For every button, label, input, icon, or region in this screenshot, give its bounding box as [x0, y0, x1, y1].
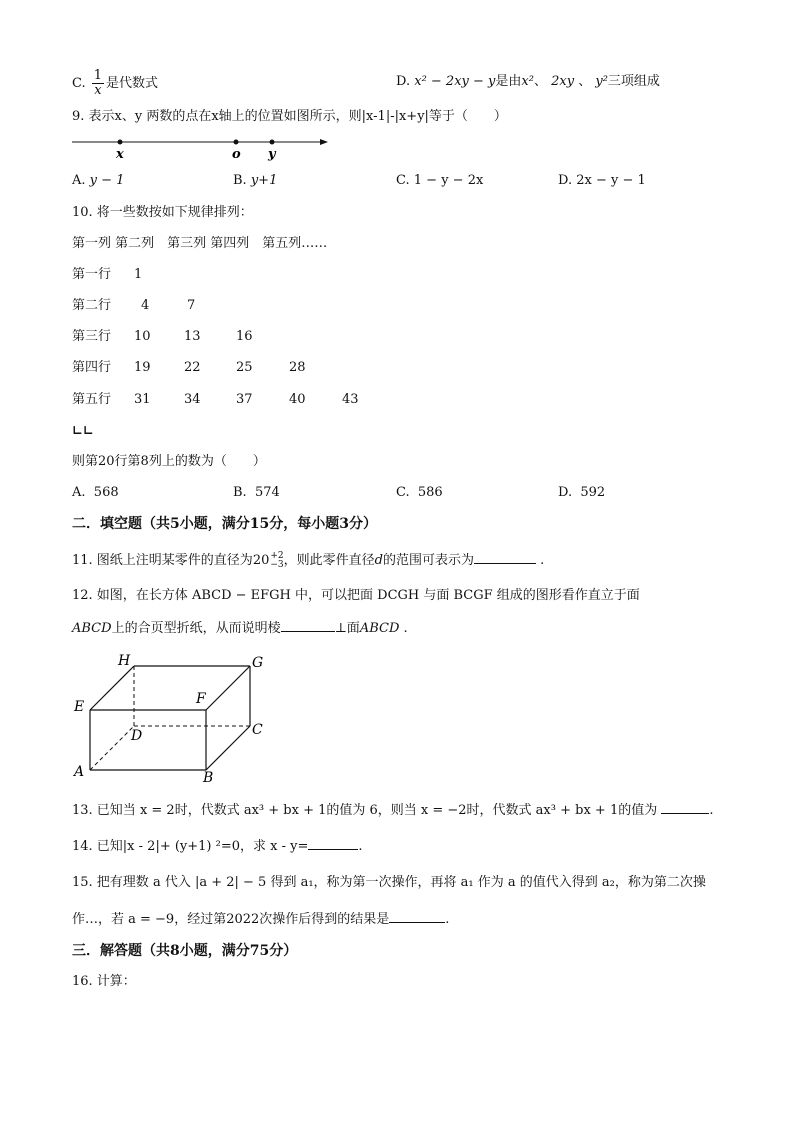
table-cell: 1 [134, 267, 143, 282]
vertex-label-A: A [74, 764, 85, 780]
table-cell: 16 [236, 329, 253, 344]
table-cell: 7 [187, 298, 196, 313]
vertex-label-E: E [74, 699, 85, 715]
q10-option-d: D. 592 [558, 485, 606, 500]
point-y [270, 140, 275, 145]
point-x [118, 140, 123, 145]
vertex-label-F: F [196, 691, 206, 707]
table-cell: 10 [134, 329, 151, 344]
q9-option-a: A. y − 1 [72, 173, 125, 188]
q11: 11. 图纸上注明某零件的直径为20 +2 −3 ，则此零件直径d的范围可表示为 . [72, 550, 545, 570]
row-label: 第四行 [72, 360, 112, 375]
q10-stem: 10. 将一些数按如下规律排列： [72, 205, 253, 220]
table-cell: 43 [342, 392, 359, 407]
q15-answer-blank[interactable] [389, 910, 445, 923]
q13-answer-blank[interactable] [661, 801, 709, 814]
q11-answer-blank[interactable] [474, 551, 536, 564]
point-x-label: x [116, 147, 124, 162]
q9-stem: 9. 表示x、y 两数的点在x轴上的位置如图所示，则|x-1|-|x+y|等于（ ） [72, 109, 507, 124]
q8-option-d: D. x² − 2xy − y是由x²、 2xy 、 y²三项组成 [396, 74, 660, 89]
table-cell: 25 [236, 360, 253, 375]
q10-question: 则第20行第8列上的数为（ ） [72, 454, 266, 469]
q10-option-c: C. 586 [396, 485, 443, 500]
number-line-figure [70, 132, 340, 162]
table-cell: 37 [236, 392, 253, 407]
point-y-label: y [268, 147, 276, 162]
section-2-title: 二．填空题（共5小题，满分15分，每小题3分） [72, 516, 377, 532]
q12-answer-blank[interactable] [281, 619, 335, 632]
table-cell: 19 [134, 360, 151, 375]
q14: 14. 已知|x - 2|+ (y+1) ²=0，求 x - y= . [72, 839, 363, 854]
row-label: 第五行 [72, 392, 112, 407]
q10-column-header: 第一列 第二列 第三列 第四列 第五列…… [72, 236, 328, 251]
row-label: 第一行 [72, 267, 112, 282]
fraction: $\frac{1}{x}$ [93, 68, 103, 98]
table-cell: 34 [184, 392, 201, 407]
q12-line-2: ABCD上的合页型折纸，从而说明棱 ⊥面ABCD . [72, 621, 408, 636]
q14-answer-blank[interactable] [308, 837, 358, 850]
tolerance: +2 −3 [270, 550, 284, 570]
option-label: C. [72, 76, 86, 91]
edge-EH [90, 666, 134, 710]
q9-option-b: B. y+1 [233, 173, 278, 188]
cuboid-figure [70, 648, 280, 788]
table-cell: 4 [141, 298, 150, 313]
row-label: 第二行 [72, 298, 112, 313]
q13: 13. 已知当 x = 2时，代数式 ax³ + bx + 1的值为 6，则当 x = −2时，代数式 ax³ + bx + 1的值为 . [72, 803, 714, 818]
edge-AD [90, 726, 134, 770]
section-3-title: 三．解答题（共8小题，满分75分） [72, 943, 298, 959]
point-o-label: o [232, 147, 241, 162]
q12-line-1: 12. 如图，在长方体 ABCD − EFGH 中，可以把面 DCGH 与面 BCGF 组成的图形看作直立于面 [72, 588, 640, 603]
edge-FG [206, 666, 250, 710]
table-cell: 31 [134, 392, 151, 407]
vertex-label-G: G [252, 655, 264, 671]
q9-option-c: C. 1 − y − 2x [396, 173, 484, 188]
table-cell: 40 [289, 392, 306, 407]
edge-BC [206, 726, 250, 770]
q15-line-1: 15. 把有理数 a 代入 |a + 2| − 5 得到 a₁，称为第一次操作，再将 a₁ 作为 a 的值代入得到 a₂，称为第二次操 [72, 875, 706, 890]
point-o [234, 140, 239, 145]
vertex-label-B: B [203, 770, 214, 786]
q9-option-d: D. 2x − y − 1 [558, 173, 646, 188]
vertex-label-C: C [252, 722, 263, 738]
q8-option-c: C. $\frac{1}{x}$ 是代数式 [72, 68, 159, 98]
table-cell: 13 [184, 329, 201, 344]
table-cell: 22 [184, 360, 201, 375]
q10-option-b: B. 574 [233, 485, 280, 500]
q10-option-a: A. 568 [72, 485, 119, 500]
table-cell: 28 [289, 360, 306, 375]
q16: 16. 计算： [72, 974, 136, 989]
q15-line-2: 作…，若 a = −9，经过第2022次操作后得到的结果是 . [72, 912, 450, 927]
q10-ellipsis: ∟∟ [72, 424, 94, 439]
diameter-base: 20 [252, 553, 270, 568]
row-label: 第三行 [72, 329, 112, 344]
vertex-label-D: D [131, 728, 143, 744]
arrow-head-icon [320, 139, 328, 145]
vertex-label-H: H [118, 653, 131, 669]
